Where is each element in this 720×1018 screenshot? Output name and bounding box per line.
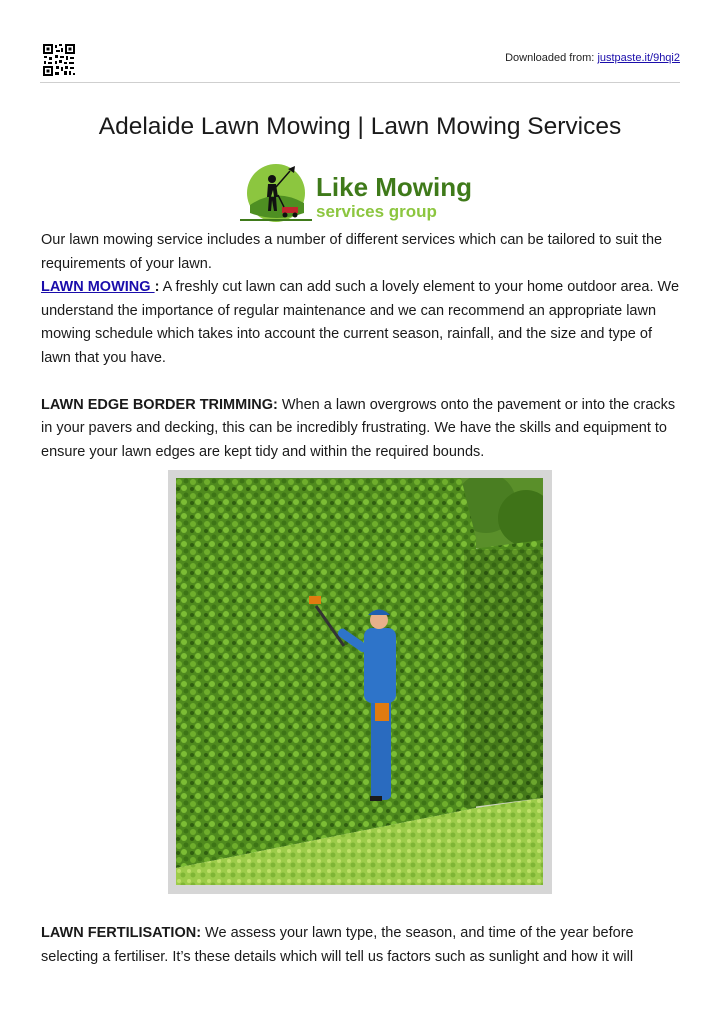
page-title: Adelaide Lawn Mowing | Lawn Mowing Services <box>98 113 622 140</box>
edge-trimming-paragraph <box>41 394 681 465</box>
intro-paragraph: Our lawn mowing service includes a number of different services which can be tailored to suit the requirements of your lawn. <box>41 232 663 272</box>
lawn-mowing-paragraph <box>41 276 681 370</box>
mower-man-logo-icon <box>238 163 314 225</box>
download-prefix: Downloaded from: <box>505 52 595 64</box>
lawn-mowing-link[interactable]: LAWN MOWING <box>41 279 155 295</box>
fertilisation-paragraph <box>41 922 681 969</box>
article-body <box>41 229 681 464</box>
fertilisation-label: LAWN FERTILISATION: <box>41 925 202 941</box>
download-link[interactable]: justpaste.it/9hqi2 <box>597 52 680 64</box>
logo-subtitle: services group <box>316 202 437 221</box>
edge-trimming-text: When a lawn overgrows onto the pavement or into the cracks in your pavers and decking, this can be incredibly frustrating. We have the skills and equipment to ensure your lawn edges are kept tidy and within the required bounds. <box>41 396 676 460</box>
download-source <box>505 52 680 64</box>
logo-title: Like Mowing <box>316 172 472 202</box>
lawn-mowing-text: A freshly cut lawn can add such a lovely element to your home outdoor area. We understand the importance of regular maintenance and we can recommend an appropriate lawn mowing schedule which takes into account the current season, rainfall, and the size and type of lawn that you have. <box>41 279 680 366</box>
hedge-trimming-photo <box>176 478 543 885</box>
lawn-mowing-colon: : <box>154 279 160 295</box>
fertilisation-text: We assess your lawn type, the season, and time of the year before selecting a fertiliser. It’s these details which will tell us factors such as sunlight and how it will <box>41 925 634 965</box>
article-body-continued <box>41 922 681 969</box>
header-divider <box>40 82 680 83</box>
qr-code-icon <box>42 43 76 77</box>
company-logo <box>238 163 484 225</box>
edge-trimming-label: LAWN EDGE BORDER TRIMMING: <box>41 396 278 413</box>
